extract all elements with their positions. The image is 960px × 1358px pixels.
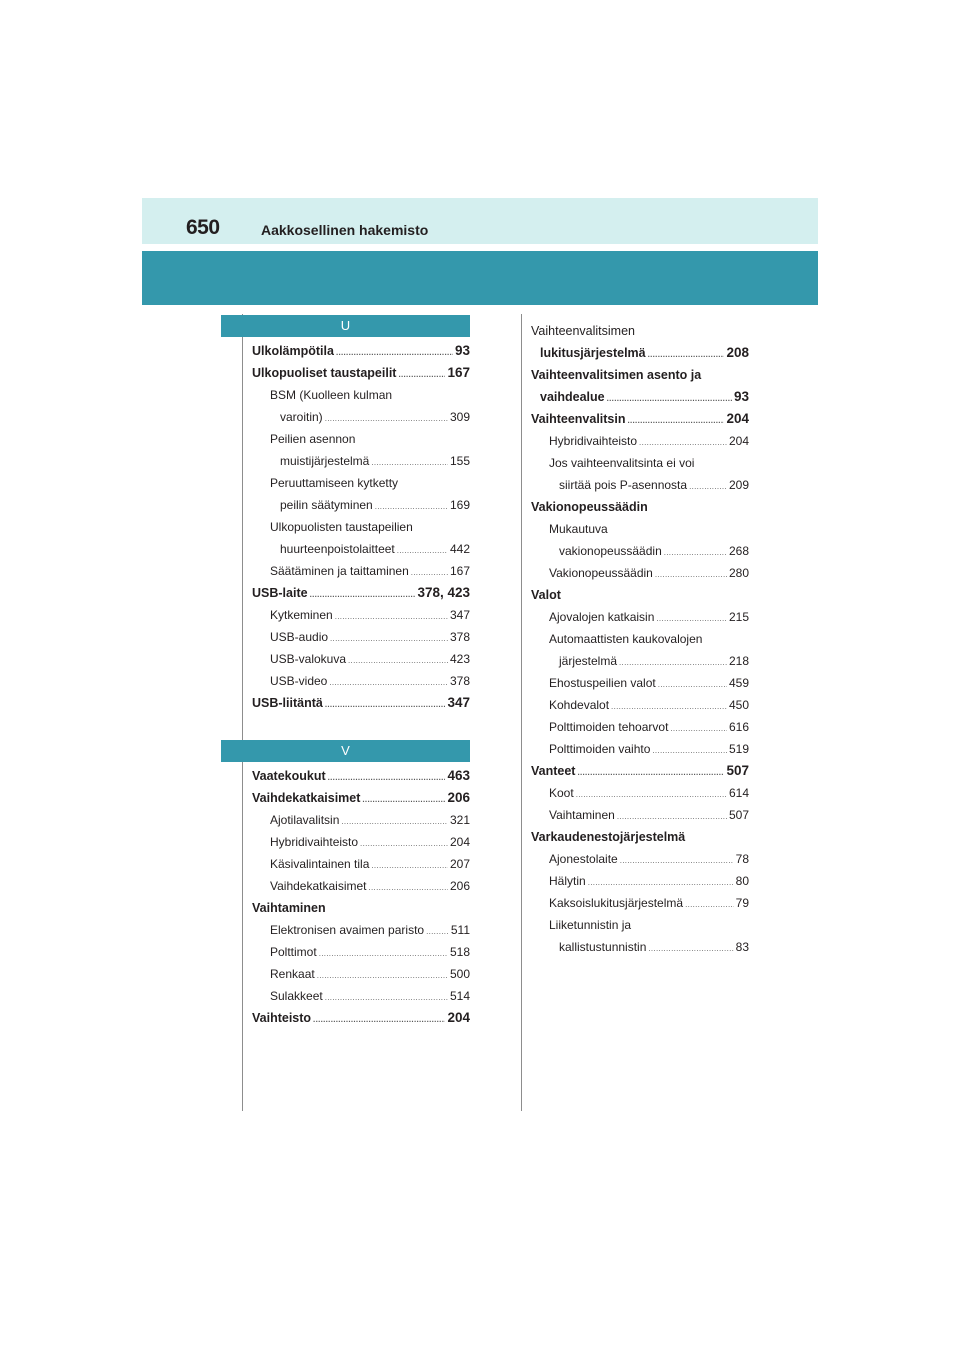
- page-number: 650: [186, 216, 220, 239]
- index-subheading: Liiketunnistin ja: [549, 918, 632, 932]
- header-band: [142, 198, 818, 244]
- index-entry[interactable]: Säätäminen ja taittaminen ..... 167: [252, 560, 470, 582]
- index-entry[interactable]: Vanteet ..... 507: [531, 760, 749, 782]
- index-entry[interactable]: Hybridivaihteisto ..... 204: [531, 430, 749, 452]
- column-rule-left: [242, 314, 243, 1111]
- index-entry[interactable]: Ulkopuoliset taustapeilit ..... 167: [252, 362, 470, 384]
- index-entry[interactable]: Ajotilavalitsin ..... 321: [252, 809, 470, 831]
- index-entry[interactable]: huurteenpoistolaitteet ..... 442: [252, 538, 470, 560]
- index-entry[interactable]: vakionopeussäädin ..... 268: [531, 540, 749, 562]
- section-banner: [142, 251, 818, 305]
- index-subheading: Peilien asennon: [270, 432, 356, 446]
- index-entry[interactable]: Kaksoislukitusjärjestelmä ..... 79: [531, 892, 749, 914]
- index-entry[interactable]: USB-video ..... 378: [252, 670, 470, 692]
- section-letter-v: V: [221, 740, 470, 762]
- index-entry[interactable]: Elektronisen avaimen paristo ..... 511: [252, 919, 470, 941]
- index-entry[interactable]: USB-liitäntä ..... 347: [252, 692, 470, 714]
- index-entry[interactable]: Polttimot ..... 518: [252, 941, 470, 963]
- index-heading: Vaihteenvalitsimen: [531, 324, 635, 338]
- index-entry[interactable]: Kohdevalot ..... 450: [531, 694, 749, 716]
- index-entry[interactable]: Vaihdekatkaisimet ..... 206: [252, 787, 470, 809]
- index-entry[interactable]: USB-laite ..... 378, 423: [252, 582, 470, 604]
- index-entry[interactable]: järjestelmä ..... 218: [531, 650, 749, 672]
- index-entry[interactable]: Polttimoiden tehoarvot ..... 616: [531, 716, 749, 738]
- index-entry[interactable]: kallistustunnistin ..... 83: [531, 936, 749, 958]
- index-entry[interactable]: USB-valokuva ..... 423: [252, 648, 470, 670]
- index-heading: Valot: [531, 588, 561, 602]
- index-subheading: BSM (Kuolleen kulman: [270, 388, 393, 402]
- index-entry[interactable]: Kytkeminen ..... 347: [252, 604, 470, 626]
- index-entry[interactable]: Vaihdekatkaisimet ..... 206: [252, 875, 470, 897]
- index-entry[interactable]: muistijärjestelmä ..... 155: [252, 450, 470, 472]
- index-entry[interactable]: Renkaat ..... 500: [252, 963, 470, 985]
- index-entry[interactable]: Vaihteisto ..... 204: [252, 1007, 470, 1029]
- index-entry[interactable]: vaihdealue ..... 93: [531, 386, 749, 408]
- index-entry[interactable]: Ajonestolaite ..... 78: [531, 848, 749, 870]
- index-entry[interactable]: Hybridivaihteisto ..... 204: [252, 831, 470, 853]
- index-entry[interactable]: Sulakkeet ..... 514: [252, 985, 470, 1007]
- index-entry[interactable]: Käsivalintainen tila ..... 207: [252, 853, 470, 875]
- index-entry[interactable]: USB-audio ..... 378: [252, 626, 470, 648]
- index-entry[interactable]: Koot ..... 614: [531, 782, 749, 804]
- index-subheading: Automaattisten kaukovalojen: [549, 632, 703, 646]
- index-heading: Vaihtaminen: [252, 901, 326, 915]
- index-entry[interactable]: Ulkolämpötila ..... 93: [252, 340, 470, 362]
- index-heading: Varkaudenestojärjestelmä: [531, 830, 686, 844]
- index-heading: Vaihteenvalitsimen asento ja: [531, 368, 702, 382]
- index-heading: Vakionopeussäädin: [531, 500, 648, 514]
- index-entry[interactable]: Vakionopeussäädin ..... 280: [531, 562, 749, 584]
- index-entry[interactable]: siirtää pois P-asennosta ..... 209: [531, 474, 749, 496]
- index-entry[interactable]: Vaatekoukut ..... 463: [252, 765, 470, 787]
- index-subheading: Jos vaihteenvalitsinta ei voi: [549, 456, 695, 470]
- index-entry[interactable]: Hälytin ..... 80: [531, 870, 749, 892]
- index-column-right: [531, 320, 749, 958]
- index-entry[interactable]: Vaihteenvalitsin ..... 204: [531, 408, 749, 430]
- index-column-left: [252, 315, 470, 1029]
- section-letter-u: U: [221, 315, 470, 337]
- index-entry[interactable]: peilin säätyminen ..... 169: [252, 494, 470, 516]
- index-entry[interactable]: Polttimoiden vaihto ..... 519: [531, 738, 749, 760]
- index-entry[interactable]: Ehostuspeilien valot ..... 459: [531, 672, 749, 694]
- index-entry[interactable]: lukitusjärjestelmä ..... 208: [531, 342, 749, 364]
- index-entry[interactable]: varoitin) ..... 309: [252, 406, 470, 428]
- index-subheading: Ulkopuolisten taustapeilien: [270, 520, 413, 534]
- index-subheading: Mukautuva: [549, 522, 608, 536]
- column-rule-right: [521, 314, 522, 1111]
- index-entry[interactable]: Ajovalojen katkaisin ..... 215: [531, 606, 749, 628]
- index-subheading: Peruuttamiseen kytketty: [270, 476, 399, 490]
- page-title: Aakkosellinen hakemisto: [261, 222, 429, 238]
- index-entry[interactable]: Vaihtaminen ..... 507: [531, 804, 749, 826]
